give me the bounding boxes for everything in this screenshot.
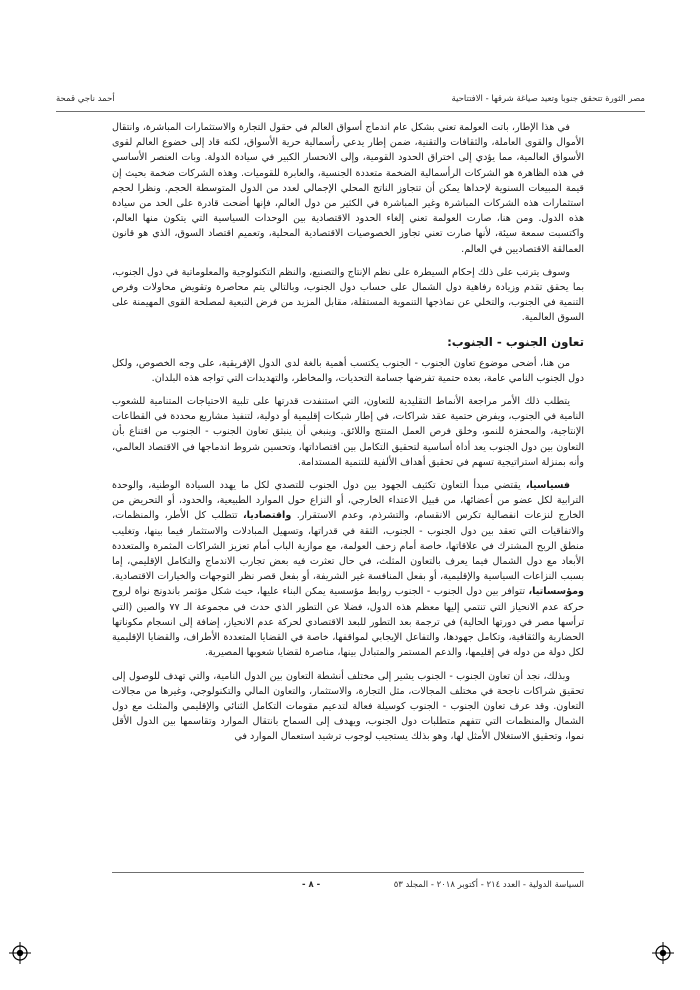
page-footer: [112, 880, 584, 892]
page-number: - ٨ -: [302, 880, 321, 890]
lead-economically: واقتصاديا،: [243, 510, 292, 522]
paragraph-4: يتطلب ذلك الأمر مراجعة الأنماط التقليدية للتعاون، التي استنفدت قدرتها على تلبية الاحتياجات المتنامية للشعوب النامية في الجنوب، ويفرض حتمية عقد شراكات، في إطار شبكات إقليمية أو دولية، لتنفيذ مشاريع محددة في القطاعات الإنتاجية، والمحفزة للنمو، وخلق فرص العمل المنتج واللائق. وينبغي أن ينبثق تعاون الجنوب - الجنوب من اقتناع بأن التعاون بين دول الجنوب يعد أداة أساسية لتحقيق التكامل بين اقتصاداتها، وتحسين شروط اندماجها في الاقتصاد العالمي، وأنه بمنزلة استراتيجية تسهم في تحقيق أهداف الألفية للتنمية المستدامة.: [112, 396, 584, 468]
article-body: [112, 120, 584, 753]
paragraph-5: [112, 478, 584, 660]
lead-institutionally: ومؤسساتيا،: [528, 586, 584, 598]
paragraph-5-part-b: تتطلب كل الأطر، والمنظمات، والاتفاقيات التي تعقد بين دول الجنوب - الجنوب، الثقة في قدراتها، وتسهيل المبادلات والاستثمار فيما بينها، وتغليب منطق الربح المشترك في علاقاتها، خاصة أمام زحف العولمة، مع موازية الباب أمام تعزيز الشراكات المثمرة والمتعددة الأبعاد مع دول الشمال فيما يعرف بالتعاون المثلث، في حال تعثرت فيه بعض تجارب الاندماج والتكامل الإقليمي، إما بسبب النزاعات السياسية والإقليمية، أو بفعل المنافسة غير الشريفة، أو بفعل قصر نظر التوجهات والخيارات الاقتصادية.: [112, 510, 584, 583]
paragraph-1: في هذا الإطار، باتت العولمة تعني بشكل عام اندماج أسواق العالم في حقول التجارة والاستثمارات المباشرة، وانتقال الأموال والقوى العاملة، والثقافات والتقنية، ضمن إطار يدعي رأسمالية حرية الأسواق، لكنه قاد إلى خضوع العالم لقوى الأسواق العالمية، مما يؤدي إلى اختراق الحدود القومية، وإلى الانحسار الكبير في سيادة الدولة. وبات العنصر الأساسي في هذه الظاهرة هو الشركات الرأسمالية الضخمة متعددة الجنسية، والعابرة للقوميات. وهذه الشركات ضخمة بحيث إن قيمة المبيعات السنوية لإحداها يمكن أن تتجاوز الناتج المحلي الإجمالي لعدد من الدول المتوسطة الحجم. ونظرا لحجم استثمارات هذه الشركات المباشرة وغير المباشرة في الكثير من دول العالم، فإنها أضحت قادرة على الحد من سيادة هذه الدول. ومن هنا، صارت العولمة تعني إلغاء الحدود الاقتصادية بين الوحدات السياسية التي يتكون منها العالم، واكتسبت سمعة سيئة، لأنها صارت تعني تجاوز الخصوصيات الاقتصادية المحلية، وتعميم اقتصاد السوق، الذي هو قانون العمالقة الاقتصاديين في العالم.: [112, 122, 584, 255]
paragraph-6: وبذلك، نجد أن تعاون الجنوب - الجنوب يشير إلى مختلف أنشطة التعاون بين الدول النامية، والتي تهدف للوصول إلى تحقيق شراكات ناجحة في مختلف المجالات، مثل التجارة، والاستثمار، والتعاون المالي والتكنولوجي، وغيرها من مجالات التعاون. وقد عرف تعاون الجنوب - الجنوب كوسيلة فعالة لتدعيم مقومات التكامل الثنائي والإقليمي والمثلث مع دول الشمال والمنظمات التي تتفهم متطلبات دول الجنوب، ويهدف إلى السماح بانتقال الموارد وتقاسمها بين الدول الأقل نموا، وتحقيق الاستغلال الأمثل لها، وهو بذلك يستجيب لوجوب ترشيد استعمال الموارد في: [112, 670, 584, 743]
running-title: مصر الثورة تتحقق جنوبا وتعيد صياغة شرقها - الافتتاحية: [451, 94, 645, 104]
paragraph-5-part-a: يقتضي مبدأ التعاون تكثيف الجهود بين دول الجنوب للتصدي لكل ما يهدد السيادة الوطنية، والوحدة الترابية لكل عضو من أعضائها، من قبيل الاعتداء الخارجي، أو النزاع حول الموارد الطبيعية، والحدود، أو التحريض من الخارج لنزعات انفصالية تكرس الانقسام، والتشرذم، وعدم الاستقرار.: [112, 480, 584, 522]
lead-politically: فسياسيا،: [525, 480, 570, 492]
running-header: [56, 93, 645, 105]
section-heading: تعاون الجنوب - الجنوب:: [447, 334, 584, 349]
author-name: أحمد ناجي قمحة: [56, 94, 115, 104]
paragraph-3: من هنا، أضحى موضوع تعاون الجنوب - الجنوب يكتسب أهمية بالغة لدى الدول الإفريقية، على وجه الخصوص، ولكل دول الجنوب النامي عامة، بعده حتمية تفرضها جسامة التحديات، والمخاطر، والتهديدات التي تواجه هذه البلدان.: [112, 357, 584, 384]
footer-divider: [112, 872, 584, 873]
header-divider: [56, 111, 645, 112]
paragraph-2: وسوف يترتب على ذلك إحكام السيطرة على نظم الإنتاج والتصنيع، والنظم التكنولوجية والمعلوماتية في دول الجنوب، بما يحقق تقدم وزيادة رفاهية دول الشمال على حساب دول الجنوب، وبالتالي يتم محاصرة وتقويض محاولات وفرص التنمية في الجنوب، والتخلي عن نماذجها التنموية المستقلة، مقابل المزيد من فرض التبعية لمصلحة القوى المهيمنة على السوق العالمية.: [112, 266, 584, 324]
registration-mark-icon: [652, 942, 674, 964]
paragraph-5-part-c: تتوافر بين دول الجنوب - الجنوب روابط مؤسسية يمكن البناء عليها، حيث شكل مؤتمر باندونج نواة لروح حركة عدم الانحياز التي تنتمي إليها معظم هذه الدول، فضلا عن التطور الذي حدث في مجموعة الـ ٧٧ والصين (التي ترأسها مصر في دورتها الحالية) في ترجمة بعد التطور للبعد الاقتصادي لحركة عدم الانحياز، إضافة إلى انسجام مكوناتها الحضارية والثقافية، وتكامل جهودها، والتفاعل الإيجابي لمواقفها، خاصة في القضايا المتعددة الأطراف، والقضايا الإقليمية لكل دولة من دوله في إقليمها، والدعم المستمر والمتبادل بينها، مناصرة لقضايا شعوبها المصيرية.: [112, 586, 584, 659]
journal-citation: السياسة الدولية - العدد ٢١٤ - أكتوبر ٢٠١٨ - المجلد ٥٣: [393, 880, 584, 890]
registration-mark-icon: [9, 942, 31, 964]
